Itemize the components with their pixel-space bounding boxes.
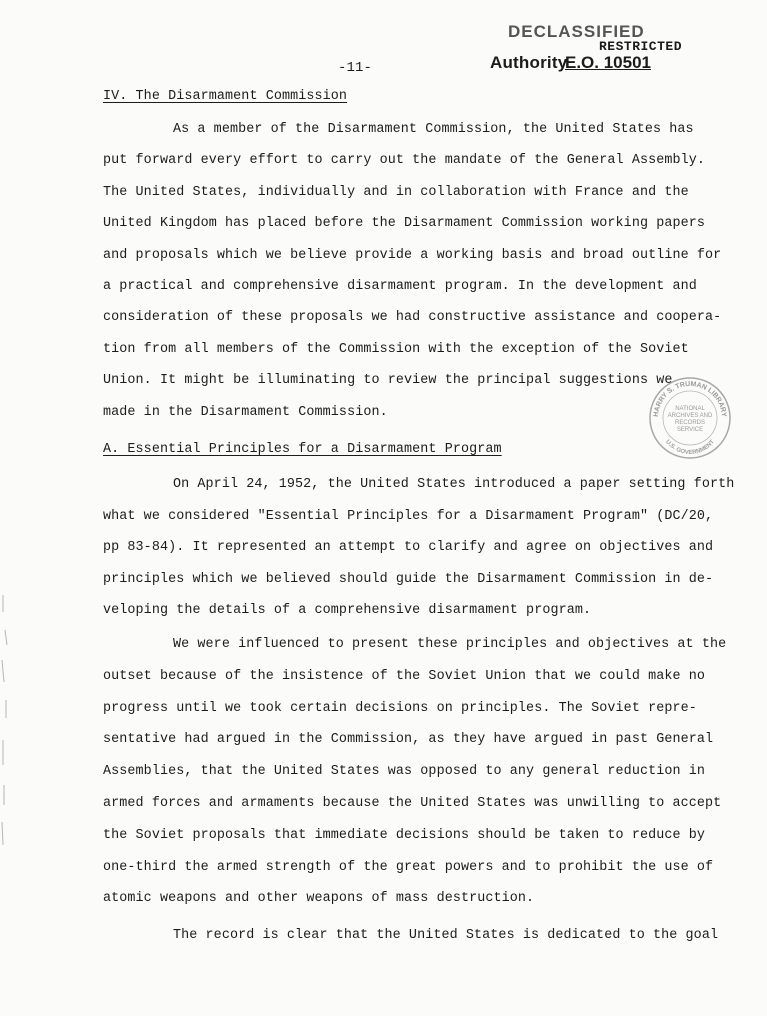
- paragraph-3-line: The record is clear that the United States is dedicated to the goal: [173, 928, 719, 943]
- declassified-stamp: DECLASSIFIED: [508, 22, 645, 41]
- section-line: a practical and comprehensive disarmament program. In the development and: [103, 279, 697, 294]
- authority-stamp: Authority: [490, 53, 568, 72]
- paragraph-2-line: outset because of the insistence of the Soviet Union that we could make no: [103, 668, 706, 684]
- paragraph-1-line: pp 83-84). It represented an attempt to clarify and agree on objectives and: [103, 540, 714, 556]
- section-line: United Kingdom has placed before the Disarmament Commission working papers: [103, 216, 706, 232]
- section-heading: [103, 89, 347, 104]
- paragraph-2-line: sentative had argued in the Commission, as they have argued in past General: [103, 732, 714, 748]
- section-line: tion from all members of the Commission with the exception of the Soviet: [103, 341, 689, 357]
- paragraph-2-line: atomic weapons and other weapons of mass destruction.: [103, 891, 535, 907]
- section-line: made in the Disarmament Commission.: [103, 404, 388, 420]
- section-line: As a member of the Disarmament Commission, the United States has: [173, 122, 694, 137]
- seal-line-1: NATIONAL: [675, 406, 705, 412]
- page-number: -11-: [338, 60, 373, 76]
- paragraph-2-line: Assemblies, that the United States was opposed to any general reduction in: [103, 764, 706, 780]
- paragraph-2-line: armed forces and armaments because the United States was unwilling to accept: [103, 796, 722, 811]
- paragraph-2-line: We were influenced to present these principles and objectives at the: [173, 637, 727, 652]
- section-line: Union. It might be illuminating to review the principal suggestions we: [103, 373, 673, 389]
- paragraph-1-line: principles which we believed should guide the Disarmament Commission in de-: [103, 571, 714, 587]
- seal-line-4: SERVICE: [676, 427, 704, 433]
- paragraph-1-line: veloping the details of a comprehensive disarmament program.: [103, 603, 592, 619]
- scan-margin-marks: [0, 590, 12, 850]
- restricted-stamp: RESTRICTED: [599, 39, 683, 54]
- paragraph-2-line: progress until we took certain decisions on principles. The Soviet repre-: [103, 700, 697, 716]
- paragraph-2-line: the Soviet proposals that immediate decisions should be taken to reduce by: [103, 827, 706, 843]
- seal-line-3: RECORDS: [674, 420, 706, 426]
- seal-bottom-text: U.S. GOVERNMENT: [664, 439, 716, 457]
- eo-stamp: E.O. 10501: [565, 53, 652, 72]
- section-line: The United States, individually and in collaboration with France and the: [103, 184, 689, 200]
- section-heading-text: IV. The Disarmament Commission: [103, 89, 348, 104]
- paragraph-2-line: one-third the armed strength of the great powers and to prohibit the use of: [103, 859, 714, 875]
- subsection-heading: [103, 442, 502, 457]
- paragraph-1-line: On April 24, 1952, the United States introduced a paper setting forth: [173, 477, 735, 492]
- seal-line-2: ARCHIVES AND: [667, 413, 713, 419]
- archives-seal-stamp: [648, 376, 732, 460]
- section-line: and proposals which we believe provide a working basis and broad outline for: [103, 247, 722, 263]
- seal-top-text: HARRY S. TRUMAN LIBRARY: [652, 380, 728, 418]
- section-line: put forward every effort to carry out the mandate of the General Assembly.: [103, 153, 706, 169]
- paragraph-1-line: what we considered "Essential Principles for a Disarmament Program" (DC/20,: [103, 508, 714, 524]
- section-line: consideration of these proposals we had constructive assistance and coopera-: [103, 310, 722, 326]
- subsection-heading-text: A. Essential Principles for a Disarmament Program: [103, 442, 502, 457]
